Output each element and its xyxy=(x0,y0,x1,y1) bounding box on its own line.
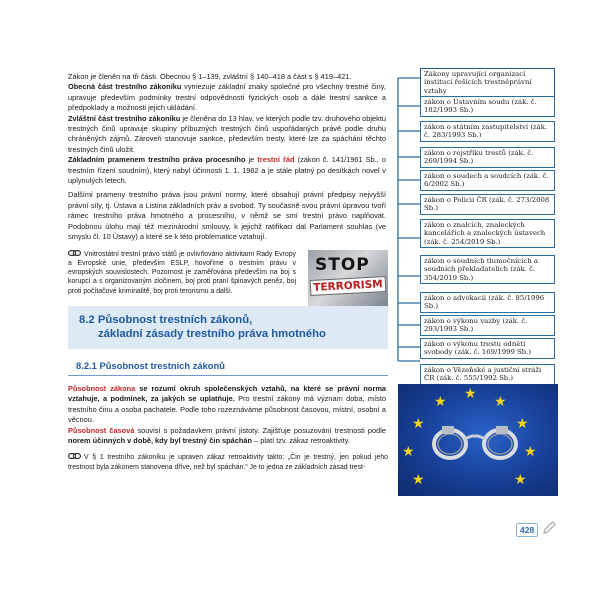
diagram-box-police: zákon o Policii ČR (zák. č. 273/2008 Sb.) xyxy=(420,194,555,215)
diagram-box-prison-guard: zákon o Vězeňské a justiční stráži ČR (zák. č. 555/1992 Sb.) xyxy=(420,364,555,385)
diagram-box-constitutional-court: zákon o Ústavním soudu (zák. č. 182/1993 Sb.) xyxy=(420,96,555,117)
subsection-divider xyxy=(68,375,388,376)
terrorism-sign-text: TERRORISM xyxy=(310,276,387,296)
diagram-box-advocacy: zákon o advokacii (zák. č. 85/1996 Sb.) xyxy=(420,292,555,313)
flag-star: ★ xyxy=(524,443,537,459)
handcuffs-icon xyxy=(420,412,530,472)
note-retroactivity xyxy=(68,453,386,472)
eu-flag-handcuffs-image xyxy=(398,384,558,496)
subsection-title: 8.2.1 Působnost trestních zákonů xyxy=(76,359,225,371)
diagram-box-imprisonment: zákon o výkonu trestu odnětí svobody (zák. č. 169/1999 Sb.) xyxy=(420,338,555,359)
flag-star: ★ xyxy=(412,471,425,487)
flag-star: ★ xyxy=(516,415,529,431)
flag-star: ★ xyxy=(412,415,425,431)
link-icon xyxy=(68,250,81,256)
pencil-icon xyxy=(541,520,557,536)
note-european-context xyxy=(68,250,386,296)
paragraph-structure: Zákon je členěn na tři části. Obecnou § 1–139, zvláštní § 140–418 a část s § 419–421. xyxy=(68,72,352,81)
link-icon xyxy=(68,453,81,459)
paragraph-general-part: Obecná část trestního zákoníku vymezuje základní znaky společné pro všechny trestné činy, upravuje především podmínky trestní odpovědnosti fyzických osob a dále trestní sankce a předpoklady a možnosti jejich ukládání. xyxy=(68,82,386,113)
note-retroactivity-text: V § 1 trestního zákoníku je upraven zákaz retroaktivity takto: „Čin je trestný, jen pokud jeho trestnost byla zákonem stanovena dříve, než byl spáchán.“ Je to jedna ze základních zásad trest- xyxy=(68,454,388,471)
flag-star: ★ xyxy=(402,443,415,459)
page-number: 428 xyxy=(516,523,538,537)
diagram-head-box: Zákony upravující organizací institucí řešících trestněprávní vztahy xyxy=(420,68,555,97)
paragraph-other-sources: Dalšími prameny trestního práva jsou právní normy, které obsahují právní předpisy nejvyšší právní síly, tj. Ústava a Listina základních práv a svobod. Ty současně svou právní úpravou tvoří rámec trestního práva hmotného a procesního, v němž se smí trestní právo naplňovat. Podobnou úlohu mají též mezinárodní smlouvy, k jejichž ratifikaci dal Parlament souhlas (ve smyslu čl. 10 Ústavy) a které se k této problematice vztahují. xyxy=(68,190,386,242)
diagram-box-experts: zákon o znalcích, znaleckých kancelářích a znaleckých ústavech (zák. č. 254/2019 Sb.) xyxy=(420,219,555,248)
diagram-box-courts-judges: zákon o soudech a soudcích (zák. č. 6/2002 Sb.) xyxy=(420,170,555,191)
paragraph-scope: Působnost zákona se rozumí okruh společenských vztahů, na které se právní norma vztahuje, a podmínek, za jakých se uplatňuje. Pro trestní zákony má význam doba, místo trestního činu a osoba pachatele. Podle toho rozeznáváme působnost časovou, místní, osobní a věcnou. xyxy=(68,383,386,425)
note-text: Vnitrostátní trestní právo států je ovlivňováno aktivitami Rady Evropy a Evropské unie, především ESLP, hovoříme o trestním právu v evropských souvislostech. Pozornost je zaměřována především na boj s korupcí a s organizovaným zločinem, boj proti praní špinavých peněz, boj proti počítačové kriminalitě, boj proti terorismu a další. xyxy=(68,250,296,295)
paragraph-procedural-law: Základním pramenem trestního práva procesního je trestní řád (zákon č. 141/1961 Sb., o trestním řízení soudním), který nabyl účinnosti 1. 1. 1962 a je stále platný po desítkách novel v uplynulých letech. xyxy=(68,155,386,186)
section-heading-box xyxy=(68,306,388,349)
diagram-box-prosecution: zákon o státním zastupitelství (zák. č. 283/1993 Sb.) xyxy=(420,121,555,142)
paragraph-special-part: Zvláštní část trestního zákoníku je členěna do 13 hlav, ve kterých podle tzv. druhového objektu trestných činů upravuje skupiny příbuzných trestných činů uspořádaných právě podle druhu chráněných zájmů. Zároveň stanovuje sankce, především tresty, které lze za spáchání těchto trestných činů uložit. xyxy=(68,113,386,154)
flag-star: ★ xyxy=(494,393,507,409)
diagram-box-custody: zákon o výkonu vazby (zák. č. 293/1993 Sb.) xyxy=(420,315,555,336)
diagram-box-criminal-register: zákon o rejstříku trestů (zák. č. 269/1994 Sb.) xyxy=(420,147,555,168)
main-text-column xyxy=(68,72,386,472)
diagram-box-interpreters: zákon o soudních tlumočnících a soudních překladatelích (zák. č. 354/2019 Sb.) xyxy=(420,255,555,284)
stop-sign-text: STOP xyxy=(315,254,370,275)
stop-terrorism-image xyxy=(308,250,388,306)
paragraph-time-scope: Působnost časová souvisí s požadavkem právní jistoty. Zajišťuje posuzování trestnosti podle norem účinných v době, kdy byl trestný čin spáchán – platí tzv. zákaz retroaktivity. xyxy=(68,425,386,446)
flag-star: ★ xyxy=(514,471,527,487)
section-title: 8.2 Působnost trestních zákonů, xyxy=(79,313,253,326)
flag-star: ★ xyxy=(434,393,447,409)
flag-star: ★ xyxy=(464,385,477,401)
section-title-line-2: základní zásady trestního práva hmotného xyxy=(98,327,326,340)
